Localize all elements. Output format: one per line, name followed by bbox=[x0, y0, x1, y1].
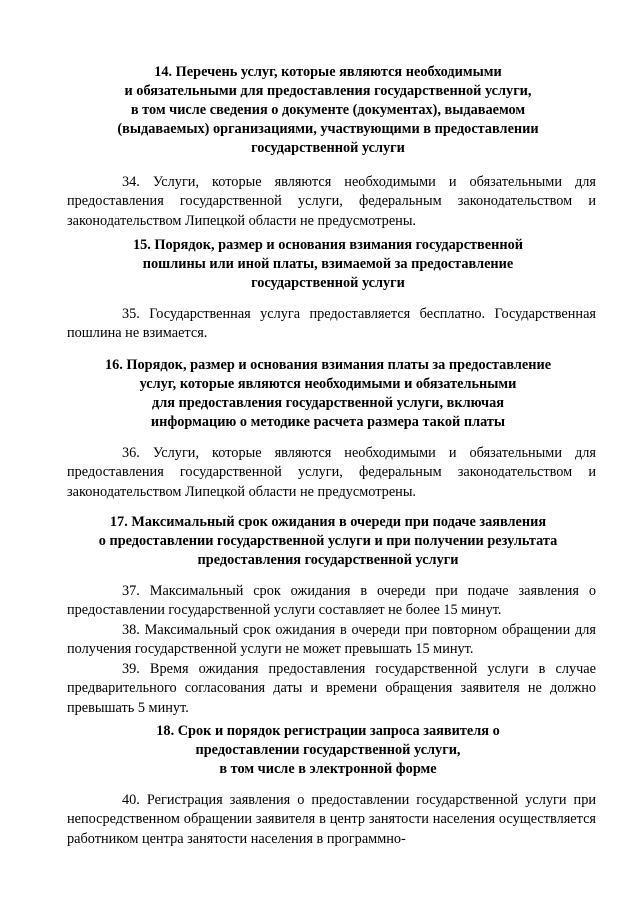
heading-line: предоставления государственной услуги bbox=[197, 552, 459, 568]
section-14-heading bbox=[60, 63, 596, 158]
heading-line: 14. Перечень услуг, которые являются необходимыми bbox=[154, 64, 502, 80]
paragraph-35: 35. Государственная услуга предоставляется бесплатно. Государственная пошлина не взимается. bbox=[67, 306, 596, 342]
heading-line: и обязательными для предоставления государственной услуги, bbox=[124, 83, 532, 99]
heading-line: государственной услуги bbox=[251, 140, 405, 156]
section-17-heading bbox=[60, 513, 596, 570]
paragraph-38: 38. Максимальный срок ожидания в очереди при повторном обращении для получения государственной услуги не может превышать 15 минут. bbox=[67, 622, 596, 658]
heading-line: государственной услуги bbox=[251, 275, 405, 291]
section-15-heading bbox=[60, 236, 596, 293]
heading-line: 15. Порядок, размер и основания взимания государственной bbox=[132, 237, 523, 253]
heading-line: предоставлении государственной услуги, bbox=[195, 742, 461, 758]
heading-line: (выдаваемых) организациями, участвующими в предоставлении bbox=[117, 121, 539, 137]
paragraph-37: 37. Максимальный срок ожидания в очереди при подаче заявления о предоставлении государственной услуги составляет не более 15 минут. bbox=[67, 583, 596, 619]
heading-line: услуг, которые являются необходимыми и обязательными bbox=[139, 376, 517, 392]
paragraph-39: 39. Время ожидания предоставления государственной услуги в случае предварительного согласования даты и времени обращения заявителя не должно превышать 5 минут. bbox=[67, 661, 596, 716]
paragraph-36: 36. Услуги, которые являются необходимыми и обязательными для предоставления государственной услуги, федеральным законодательством и законодательством Липецкой области не предусмотрены. bbox=[67, 445, 596, 500]
heading-line: для предоставления государственной услуги, включая bbox=[152, 395, 504, 411]
heading-line: 18. Срок и порядок регистрации запроса заявителя о bbox=[156, 723, 500, 739]
section-18-heading bbox=[60, 722, 596, 779]
heading-line: 17. Максимальный срок ожидания в очереди при подаче заявления bbox=[109, 514, 547, 530]
heading-line: 16. Порядок, размер и основания взимания платы за предоставление bbox=[104, 357, 552, 373]
paragraph-40: 40. Регистрация заявления о предоставлении государственной услуги при непосредственном обращении заявителя в центр занятости населения осуществляется работником центра занятости населения в программно- bbox=[67, 792, 596, 847]
heading-line: информацию о методике расчета размера такой платы bbox=[150, 414, 506, 430]
heading-line: в том числе в электронной форме bbox=[219, 761, 437, 777]
heading-line: пошлины или иной платы, взимаемой за предоставление bbox=[142, 256, 514, 272]
paragraph-34: 34. Услуги, которые являются необходимыми и обязательными для предоставления государственной услуги, федеральным законодательством и законодательством Липецкой области не предусмотрены. bbox=[67, 174, 596, 229]
heading-line: в том числе сведения о документе (документах), выдаваемом bbox=[130, 102, 526, 118]
section-16-heading bbox=[60, 356, 596, 432]
heading-line: о предоставлении государственной услуги и при получении результата bbox=[98, 533, 558, 549]
